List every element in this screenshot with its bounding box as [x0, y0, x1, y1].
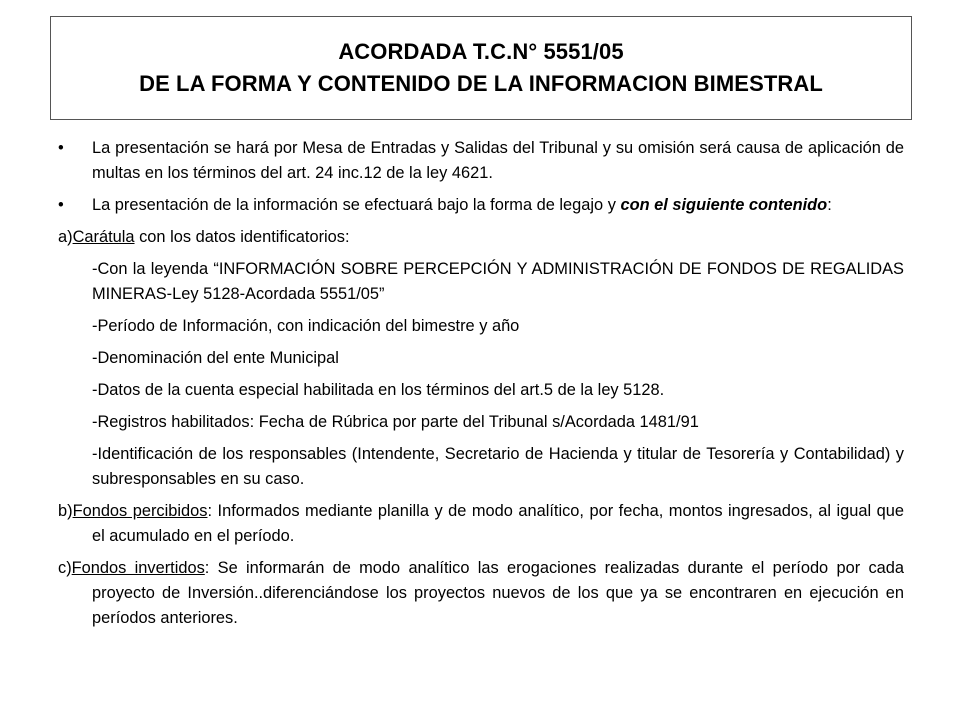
bullet-presentation: [58, 136, 904, 186]
bullet-text: La presentación se hará por Mesa de Entradas y Salidas del Tribunal y su omisión será causa de aplicación de multas en los términos del art. 24 inc.12 de la ley 4621.: [92, 139, 904, 182]
section-a-item: -Identificación de los responsables (Intendente, Secretario de Hacienda y titular de Tesorería y Contabilidad) y subresponsables en su caso.: [92, 445, 904, 488]
title-line-2: DE LA FORMA Y CONTENIDO DE LA INFORMACION BIMESTRAL: [139, 71, 823, 96]
section-a-item: -Denominación del ente Municipal: [92, 349, 339, 367]
bullet-legajo: [58, 193, 904, 218]
section-prefix: b): [58, 502, 73, 520]
section-title: Carátula: [72, 228, 135, 246]
section-b: [58, 499, 904, 549]
document-body: [58, 136, 904, 638]
section-title: Fondos percibidos: [72, 502, 208, 520]
bullet-marker: •: [58, 139, 64, 157]
bullet-emphasis: con el siguiente contenido: [620, 196, 828, 214]
section-prefix: a): [58, 228, 73, 246]
section-a-item: -Datos de la cuenta especial habilitada en los términos del art.5 de la ley 5128.: [92, 381, 665, 399]
section-a-item: -Registros habilitados: Fecha de Rúbrica por parte del Tribunal s/Acordada 1481/91: [92, 413, 699, 431]
title-box: [50, 16, 912, 120]
bullet-text-end: :: [827, 196, 832, 214]
section-c: [58, 556, 904, 631]
bullet-text: La presentación de la información se efectuará bajo la forma de legajo y: [92, 196, 621, 214]
section-a-heading: [58, 225, 904, 250]
section-text: con los datos identificatorios:: [134, 228, 350, 246]
section-a-item: -Con la leyenda “INFORMACIÓN SOBRE PERCEPCIÓN Y ADMINISTRACIÓN DE FONDOS DE REGALIDAS MINERAS-Ley 5128-Acordada 5551/05”: [92, 260, 904, 303]
title-line-1: ACORDADA T.C.N° 5551/05: [338, 39, 624, 64]
section-text: : Se informarán de modo analítico las erogaciones realizadas durante el período por cada proyecto de Inversión..diferenciándose los proyectos nuevos de los que ya se encontraren en ejecución en períodos anteriores.: [92, 559, 905, 627]
section-a-item: -Período de Información, con indicación del bimestre y año: [92, 317, 520, 335]
section-title: Fondos invertidos: [71, 559, 205, 577]
section-prefix: c): [58, 559, 72, 577]
section-text: : Informados mediante planilla y de modo analítico, por fecha, montos ingresados, al igual que el acumulado en el período.: [92, 502, 905, 545]
bullet-marker: •: [58, 196, 64, 214]
